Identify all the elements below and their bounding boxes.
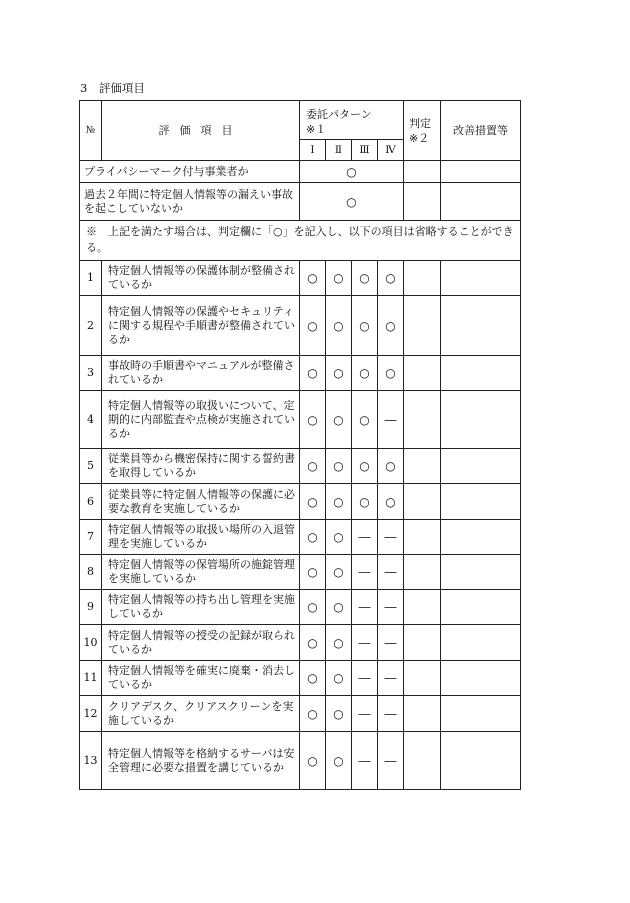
pattern-mark-4: ― xyxy=(378,590,404,625)
pattern-mark-4: ― xyxy=(378,696,404,732)
item-text: 特定個人情報等の持ち出し管理を実施しているか xyxy=(102,590,300,625)
pattern-mark-3: ― xyxy=(352,625,378,661)
pattern-mark-1: ○ xyxy=(300,661,326,696)
header-pattern xyxy=(300,101,404,140)
judge-cell xyxy=(404,261,441,296)
pattern-mark-3: ○ xyxy=(352,391,378,449)
item-text: 特定個人情報等の保護やセキュリティに関する規程や手順書が整備されているか xyxy=(102,296,300,356)
header-pattern-4: Ⅳ xyxy=(378,140,404,161)
header-item: 評価項目 xyxy=(102,101,300,161)
pattern-mark-2: ○ xyxy=(326,590,352,625)
improve-cell xyxy=(441,590,521,625)
pre-row-mark: ○ xyxy=(300,161,404,183)
pattern-mark-3: ― xyxy=(352,555,378,590)
improve-cell xyxy=(441,732,521,790)
judge-cell xyxy=(404,696,441,732)
pattern-mark-1: ○ xyxy=(300,261,326,296)
pre-row-text: プライバシーマーク付与事業者か xyxy=(80,161,300,183)
item-text: クリアデスク、クリアスクリーンを実施しているか xyxy=(102,696,300,732)
item-number: 1 xyxy=(80,261,102,296)
header-pattern-line1: 委託パターン xyxy=(306,108,372,121)
pattern-mark-1: ○ xyxy=(300,520,326,555)
improve-cell xyxy=(441,391,521,449)
item-row xyxy=(80,696,521,732)
item-row xyxy=(80,261,521,296)
item-number: 11 xyxy=(80,661,102,696)
pattern-mark-2: ○ xyxy=(326,356,352,391)
pattern-mark-3: ○ xyxy=(352,484,378,520)
item-text: 特定個人情報等を確実に廃棄・消去しているか xyxy=(102,661,300,696)
item-text: 従業員等から機密保持に関する誓約書を取得しているか xyxy=(102,449,300,484)
item-text: 特定個人情報等を格納するサーバは安全管理に必要な措置を講じているか xyxy=(102,732,300,790)
pre-row xyxy=(80,183,521,221)
item-row xyxy=(80,520,521,555)
pattern-mark-1: ○ xyxy=(300,356,326,391)
pattern-mark-4: ○ xyxy=(378,484,404,520)
improve-cell xyxy=(441,449,521,484)
item-number: 8 xyxy=(80,555,102,590)
improve-cell xyxy=(441,661,521,696)
pre-row-mark: ○ xyxy=(300,183,404,221)
item-row xyxy=(80,661,521,696)
pattern-mark-2: ○ xyxy=(326,391,352,449)
header-pattern-3: Ⅲ xyxy=(352,140,378,161)
pattern-mark-2: ○ xyxy=(326,732,352,790)
header-row xyxy=(80,101,521,140)
judge-cell xyxy=(404,520,441,555)
pattern-mark-2: ○ xyxy=(326,696,352,732)
item-row xyxy=(80,484,521,520)
pattern-mark-2: ○ xyxy=(326,625,352,661)
pattern-mark-4: ○ xyxy=(378,296,404,356)
item-number: 3 xyxy=(80,356,102,391)
pattern-mark-3: ― xyxy=(352,732,378,790)
item-text: 事故時の手順書やマニュアルが整備されているか xyxy=(102,356,300,391)
header-pattern-1: Ⅰ xyxy=(300,140,326,161)
header-pattern-line2: ※１ xyxy=(306,123,327,136)
judge-cell xyxy=(404,661,441,696)
judge-cell xyxy=(404,183,441,221)
pattern-mark-2: ○ xyxy=(326,520,352,555)
pattern-mark-2: ○ xyxy=(326,484,352,520)
improve-cell xyxy=(441,484,521,520)
evaluation-table xyxy=(79,100,521,790)
pattern-mark-4: ○ xyxy=(378,449,404,484)
pattern-mark-1: ○ xyxy=(300,449,326,484)
pattern-mark-2: ○ xyxy=(326,661,352,696)
judge-cell xyxy=(404,484,441,520)
item-number: 10 xyxy=(80,625,102,661)
improve-cell xyxy=(441,696,521,732)
pattern-mark-4: ○ xyxy=(378,261,404,296)
pattern-mark-2: ○ xyxy=(326,296,352,356)
pattern-mark-1: ○ xyxy=(300,590,326,625)
pattern-mark-3: ― xyxy=(352,590,378,625)
item-row xyxy=(80,391,521,449)
item-row xyxy=(80,590,521,625)
item-row xyxy=(80,555,521,590)
item-text: 特定個人情報等の取扱い場所の入退管理を実施しているか xyxy=(102,520,300,555)
pattern-mark-2: ○ xyxy=(326,261,352,296)
pattern-mark-2: ○ xyxy=(326,449,352,484)
pattern-mark-4: ― xyxy=(378,555,404,590)
item-text: 特定個人情報等の授受の記録が取られているか xyxy=(102,625,300,661)
pattern-mark-4: ― xyxy=(378,391,404,449)
pattern-mark-3: ○ xyxy=(352,261,378,296)
header-no: № xyxy=(80,101,102,161)
pattern-mark-1: ○ xyxy=(300,555,326,590)
pattern-mark-2: ○ xyxy=(326,555,352,590)
improve-cell xyxy=(441,520,521,555)
header-judge xyxy=(404,101,441,161)
improve-cell xyxy=(441,625,521,661)
judge-cell xyxy=(404,161,441,183)
item-number: 9 xyxy=(80,590,102,625)
pattern-mark-3: ○ xyxy=(352,296,378,356)
pattern-mark-4: ― xyxy=(378,661,404,696)
pattern-mark-3: ― xyxy=(352,696,378,732)
item-row xyxy=(80,732,521,790)
item-number: 13 xyxy=(80,732,102,790)
pre-row xyxy=(80,161,521,183)
improve-cell xyxy=(441,296,521,356)
item-number: 6 xyxy=(80,484,102,520)
judge-cell xyxy=(404,296,441,356)
judge-cell xyxy=(404,449,441,484)
pattern-mark-4: ― xyxy=(378,732,404,790)
pattern-mark-4: ― xyxy=(378,625,404,661)
item-number: 7 xyxy=(80,520,102,555)
pattern-mark-3: ― xyxy=(352,520,378,555)
item-row xyxy=(80,296,521,356)
header-judge-line1: 判定 xyxy=(409,116,432,130)
pattern-mark-3: ○ xyxy=(352,356,378,391)
item-text: 特定個人情報等の保管場所の施錠管理を実施しているか xyxy=(102,555,300,590)
item-text: 従業員等に特定個人情報等の保護に必要な教育を実施しているか xyxy=(102,484,300,520)
pattern-mark-1: ○ xyxy=(300,391,326,449)
section-title: 3 評価項目 xyxy=(80,81,145,95)
pattern-mark-1: ○ xyxy=(300,625,326,661)
header-improve: 改善措置等 xyxy=(441,101,521,161)
improve-cell xyxy=(441,261,521,296)
item-number: 2 xyxy=(80,296,102,356)
pattern-mark-4: ― xyxy=(378,520,404,555)
improve-cell xyxy=(441,555,521,590)
pattern-mark-1: ○ xyxy=(300,296,326,356)
pattern-mark-1: ○ xyxy=(300,732,326,790)
item-row xyxy=(80,625,521,661)
item-text: 特定個人情報等の保護体制が整備されているか xyxy=(102,261,300,296)
item-row xyxy=(80,356,521,391)
pattern-mark-4: ○ xyxy=(378,356,404,391)
improve-cell xyxy=(441,183,521,221)
judge-cell xyxy=(404,356,441,391)
note-row xyxy=(80,221,521,261)
item-number: 5 xyxy=(80,449,102,484)
pattern-mark-3: ― xyxy=(352,661,378,696)
pattern-mark-1: ○ xyxy=(300,484,326,520)
item-text: 特定個人情報等の取扱いについて、定期的に内部監査や点検が実施されているか xyxy=(102,391,300,449)
judge-cell xyxy=(404,732,441,790)
header-judge-line2: ※２ xyxy=(409,131,430,145)
judge-cell xyxy=(404,391,441,449)
item-row xyxy=(80,449,521,484)
improve-cell xyxy=(441,356,521,391)
judge-cell xyxy=(404,625,441,661)
pattern-mark-3: ○ xyxy=(352,449,378,484)
improve-cell xyxy=(441,161,521,183)
item-number: 4 xyxy=(80,391,102,449)
pattern-mark-1: ○ xyxy=(300,696,326,732)
note-text: ※ 上記を満たす場合は、判定欄に「○」を記入し、以下の項目は省略することができる。 xyxy=(80,221,521,261)
judge-cell xyxy=(404,555,441,590)
pre-row-text: 過去２年間に特定個人情報等の漏えい事故を起こしていないか xyxy=(80,183,300,221)
header-pattern-2: Ⅱ xyxy=(326,140,352,161)
item-number: 12 xyxy=(80,696,102,732)
judge-cell xyxy=(404,590,441,625)
